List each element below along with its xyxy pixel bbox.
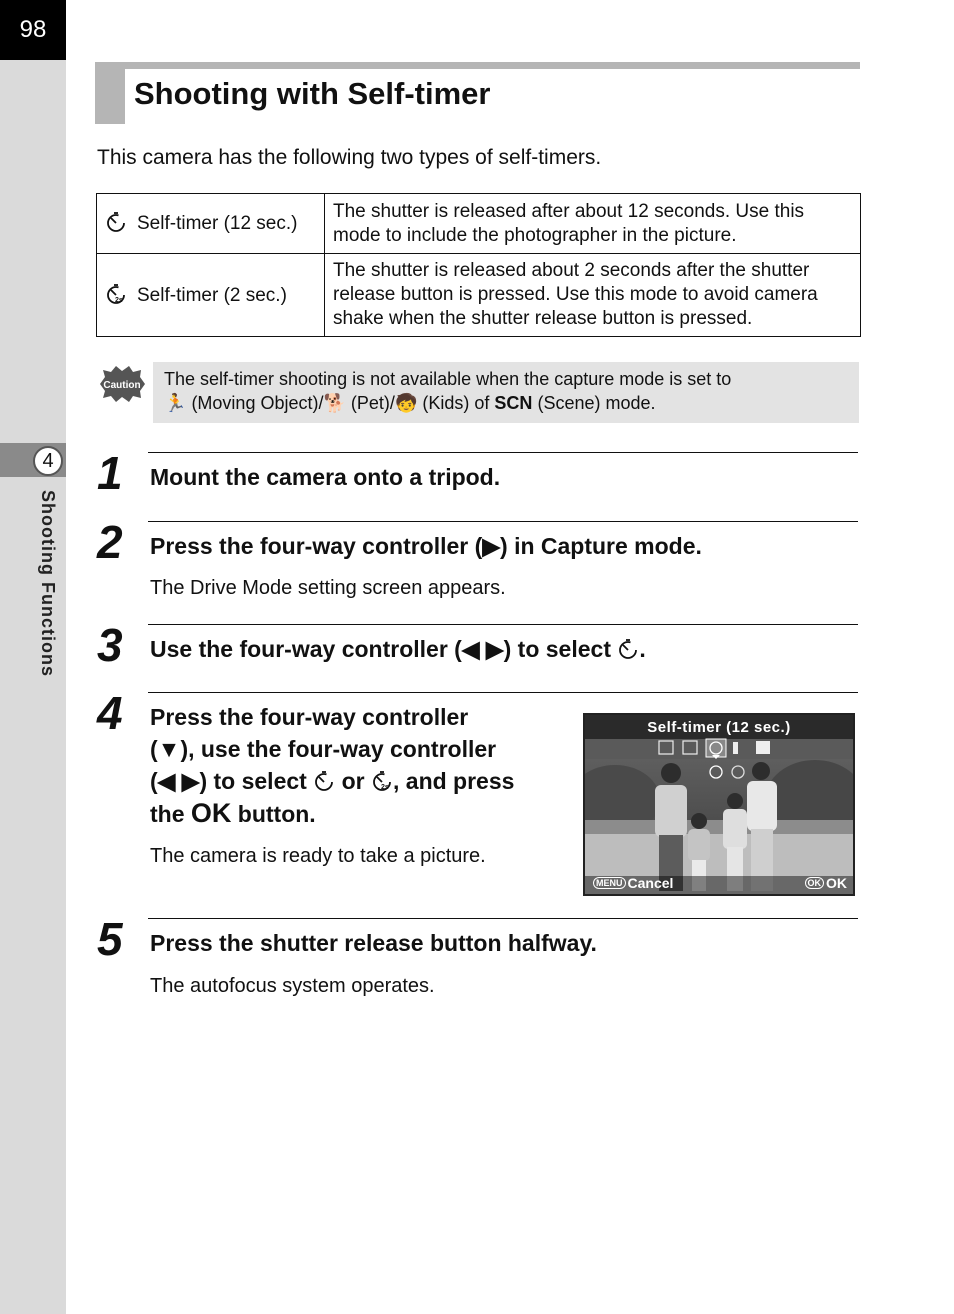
mode-description: The shutter is released about 2 seconds after the shutter release button is pressed. Use this mode to avoid camera shake when the shutter release button is pressed. [325, 254, 861, 337]
down-arrow-icon: ▼ [157, 736, 181, 762]
step-rule [148, 521, 858, 522]
svg-text:2s: 2s [381, 784, 389, 791]
pet-icon: 🐕 [323, 393, 346, 413]
chapter-label: Shooting Functions [38, 490, 58, 677]
step-rule [148, 918, 858, 919]
step-heading: Mount the camera onto a tripod. [150, 464, 501, 490]
kids-icon: 🧒 [394, 393, 418, 413]
caution-line2 [164, 391, 848, 415]
ok-button-icon: OK [805, 877, 825, 889]
caution-moving-object: (Moving Object)/ [191, 393, 324, 413]
self-timer-12-icon [105, 211, 127, 233]
caution-icon [97, 365, 147, 403]
step-number: 4 [97, 687, 123, 739]
step-heading: Press the four-way controller (▼), use the four-way controller (◀ ▶) to select or 2s , and press the OK button. [150, 704, 515, 828]
screen-cancel: MENU Cancel [593, 875, 673, 891]
mode-name-cell [97, 194, 325, 254]
mode-description: The shutter is released after about 12 seconds. Use this mode to include the photographer in the picture. [325, 194, 861, 254]
step-heading: Press the shutter release button halfway. [150, 930, 597, 956]
table-row [97, 194, 861, 254]
step-number: 1 [97, 447, 123, 499]
step-heading: Press the four-way controller (▶) in Capture mode. [150, 533, 702, 559]
caution-label: Caution [103, 380, 141, 391]
step-number: 5 [97, 913, 123, 965]
title-rule [95, 62, 860, 69]
step-body: The Drive Mode setting screen appears. [150, 577, 506, 599]
step-rule [148, 624, 858, 625]
chapter-number: 4 [33, 446, 63, 476]
step-body: The autofocus system operates. [150, 975, 435, 997]
ok-button-icon: OK [190, 798, 232, 828]
step-rule [148, 452, 858, 453]
svg-text:2s: 2s [115, 296, 123, 304]
step-body: The camera is ready to take a picture. [150, 845, 486, 867]
mode-name: Self-timer (12 sec.) [137, 213, 298, 234]
screen-title: Self-timer (12 sec.) [647, 719, 791, 736]
step-number: 3 [97, 619, 123, 671]
intro-text: This camera has the following two types of self-timers. [97, 146, 602, 169]
family-photo [585, 715, 853, 894]
moving-object-icon: 🏃 [164, 393, 187, 413]
page-number: 98 [0, 0, 66, 60]
mode-name: Self-timer (2 sec.) [137, 284, 287, 306]
left-right-arrow-icon: ◀ ▶ [461, 636, 504, 662]
camera-screen-image [583, 713, 855, 896]
caution-kids: (Kids) of [422, 393, 490, 413]
title-block [95, 62, 125, 124]
table-row [97, 254, 861, 337]
screen-ok: OK OK [805, 875, 848, 891]
self-timer-2-icon [105, 283, 127, 305]
self-timer-2-icon [371, 770, 393, 792]
self-timer-12-icon [313, 770, 335, 792]
step-number: 2 [97, 516, 123, 568]
caution-scene: (Scene) mode. [537, 393, 656, 413]
left-right-arrow-icon: ◀ ▶ [157, 768, 200, 794]
self-timer-12-icon [617, 638, 639, 660]
step-heading: Use the four-way controller (◀ ▶) to select . [150, 636, 646, 662]
scn-icon: SCN [494, 393, 533, 413]
mode-name-cell [97, 254, 325, 337]
menu-button-icon: MENU [593, 877, 626, 889]
caution-line1: The self-timer shooting is not available when the capture mode is set to [164, 369, 732, 389]
self-timer-table [96, 193, 861, 337]
caution-pet: (Pet)/ [350, 393, 395, 413]
step-rule [148, 692, 858, 693]
right-arrow-icon: ▶ [482, 533, 501, 559]
page-title: Shooting with Self-timer [134, 76, 491, 111]
caution-box [153, 362, 859, 423]
